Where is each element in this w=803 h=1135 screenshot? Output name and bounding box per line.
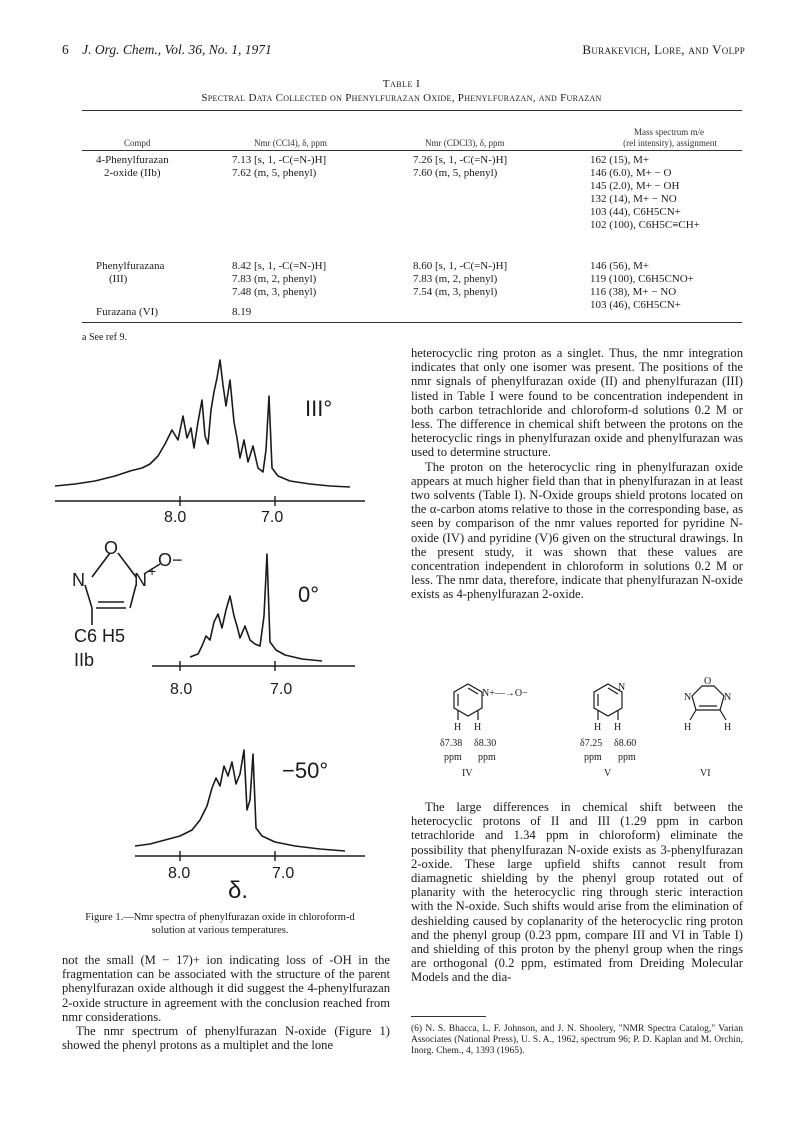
vi-n-left: N	[684, 692, 692, 703]
figure-1-caption: Figure 1.—Nmr spectra of phenylfurazan oxide in chloroform-d solution at various temperatures.	[85, 912, 355, 936]
vi-o: O	[704, 676, 712, 687]
journal-citation: J. Org. Chem., Vol. 36, No. 1, 1971	[82, 42, 272, 57]
row3-ccl4-1: 8.19	[232, 306, 252, 318]
row2-cdcl3-2: 7.83 (m, 2, phenyl)	[413, 273, 498, 285]
pyridine-structures	[418, 676, 748, 806]
spectrum-1-tick-right: 7.0	[261, 509, 284, 526]
iv-shift-2: δ8.30	[474, 738, 497, 749]
vi-number: VI	[700, 768, 711, 779]
row3-compd-1: Furazana (VI)	[96, 306, 158, 318]
col-header-mass-2: (rel intensity), assignment	[623, 138, 717, 148]
spectrum-2-temp-label: 0°	[298, 582, 320, 607]
delta-axis-symbol: δ.	[228, 877, 249, 904]
v-h-right: H	[614, 722, 622, 733]
spectrum-1-tick-left: 8.0	[164, 509, 187, 526]
spectrum-2-tick-right: 7.0	[270, 681, 293, 698]
running-header-left	[62, 42, 272, 58]
footnote-rule	[411, 1016, 486, 1017]
right-column-text-bottom	[411, 800, 743, 985]
iib-ring-bonds	[85, 553, 136, 625]
v-unit-1: ppm	[584, 752, 602, 763]
iv-unit-2: ppm	[478, 752, 496, 763]
row1-ccl4-2: 7.62 (m, 5, phenyl)	[232, 167, 317, 179]
row2-ccl4-2: 7.83 (m, 2, phenyl)	[232, 273, 317, 285]
row2-mass-3: 116 (38), M+ − NO	[590, 286, 677, 298]
row1-mass-1: 162 (15), M+	[590, 154, 650, 166]
v-number: V	[604, 768, 612, 779]
spectrum-2-tick-left: 8.0	[170, 681, 193, 698]
right-column-text-top	[411, 346, 743, 602]
iib-substituent: C6 H5	[74, 626, 126, 646]
iv-number: IV	[462, 768, 473, 779]
v-h-left: H	[594, 722, 602, 733]
spectrum-3-tick-left: 8.0	[168, 865, 191, 882]
row1-compd-2: 2-oxide (IIb)	[104, 167, 161, 179]
row1-mass-3: 145 (2.0), M+ − OH	[590, 180, 680, 192]
row1-mass-2: 146 (6.0), M+ − O	[590, 167, 672, 179]
reference-6: (6) N. S. Bhacca, L. F. Johnson, and J. N. Shoolery, "NMR Spectra Catalog," Varian Associates (National Press), U. S. A., 1962, spectrum 96; P. D. Kaplan and M. Orchin, Inorg. Chem., 4, 1393 (1965).	[411, 1024, 743, 1056]
v-shift-1: δ7.25	[580, 738, 603, 749]
iib-atom-o: O	[104, 538, 119, 558]
nmr-spectra-figure	[40, 340, 400, 910]
row1-mass-5: 103 (44), C6H5CN+	[590, 206, 681, 218]
right-paragraph-3: The large differences in chemical shift between the heterocyclic protons of II and III (1.29 ppm in carbon tetrachloride and 1.34 ppm in chloroform) eliminate the possibility that phenylfurazan N-oxide exists as 3-phenylfurazan 2-oxide. These large upfield shifts cannot result from diamagnetic shielding by the phenyl group rotated out of planarity with the heterocyclic ring through steric interaction with the N-oxide. Such shifts would arise from the elimination of deshielding caused by coplanarity of the heterocyclic ring proton and the phenyl group (0.23 ppm, compare III and VI in Table I) and shielding of this proton by the phenyl group when the rings are orthogonal (0.2 ppm, estimated from Dreiding Molecular Models and the dia-	[411, 800, 743, 985]
row1-cdcl3-1: 7.26 [s, 1, -C(=N-)H]	[413, 154, 508, 166]
table-bottom-rule	[82, 322, 742, 323]
table-header-rule	[82, 150, 742, 151]
row1-ccl4-1: 7.13 [s, 1, -C(=N-)H]	[232, 154, 327, 166]
row2-mass-1: 146 (56), M+	[590, 260, 650, 272]
row1-mass-6: 102 (100), C6H5C≡CH+	[590, 219, 700, 231]
row1-compd-1: 4-Phenylfurazan	[96, 154, 169, 166]
iv-unit-1: ppm	[444, 752, 462, 763]
iv-h-right: H	[474, 722, 482, 733]
table-caption: Spectral Data Collected on Phenylfurazan Oxide, Phenylfurazan, and Furazan	[201, 92, 602, 104]
v-shift-2: δ8.60	[614, 738, 637, 749]
table-title: Table I	[382, 78, 421, 90]
v-unit-2: ppm	[618, 752, 636, 763]
row2-compd-1: Phenylfurazana	[96, 260, 165, 272]
spectrum-1-temp-label: III°	[305, 396, 333, 421]
left-paragraph-2: The nmr spectrum of phenylfurazan N-oxide (Figure 1) showed the phenyl protons as a multiplet and the lone	[62, 1024, 390, 1053]
vi-n-right: N	[724, 692, 732, 703]
col-header-mass-1: Mass spectrum m/e	[634, 127, 704, 137]
iib-label: IIb	[74, 650, 95, 670]
vi-h-right: H	[724, 722, 732, 733]
page-number: 6	[62, 42, 69, 57]
row1-cdcl3-2: 7.60 (m, 5, phenyl)	[413, 167, 498, 179]
iib-atom-n-left: N	[72, 570, 85, 590]
iv-h-left: H	[454, 722, 462, 733]
spectrum-3-tick-right: 7.0	[272, 865, 295, 882]
spectrum-3-temp-label: −50°	[282, 758, 329, 783]
col-header-nmr-ccl4: Nmr (CCl4), δ, ppm	[254, 138, 327, 148]
right-paragraph-1: heterocyclic ring proton as a singlet. Thus, the nmr integration indicates that only one isomer was present. The positions of the nmr signals of phenylfurazan oxide (II) and phenylfurazan (III) listed in Table I were found to be concentration independent in both carbon tetrachloride and chloroform-d solutions 0.2 M or less. The difference in chemical shift between the protons on the heterocyclic rings in phenylfurazan oxide and phenylfurazan was used to determine structure.	[411, 346, 743, 460]
row2-ccl4-3: 7.48 (m, 3, phenyl)	[232, 286, 317, 298]
row2-ccl4-1: 8.42 [s, 1, -C(=N-)H]	[232, 260, 327, 272]
row2-mass-2: 119 (100), C6H5CNO+	[590, 273, 694, 285]
row2-mass-4: 103 (46), C6H5CN+	[590, 299, 681, 311]
spectrum-0-deg-trace	[190, 554, 322, 661]
iv-shift-1: δ7.38	[440, 738, 463, 749]
vi-h-left: H	[684, 722, 692, 733]
structures-iv-v-vi	[418, 676, 748, 806]
table-top-rule	[82, 110, 742, 111]
spectrum-room-temp-trace	[55, 360, 350, 487]
figure-1	[40, 340, 400, 910]
col-header-compd: Compd	[124, 138, 151, 148]
row2-cdcl3-1: 8.60 [s, 1, -C(=N-)H]	[413, 260, 508, 272]
running-header-authors: Burakevich, Lore, and Volpp	[582, 42, 745, 57]
left-paragraph-1: not the small (M − 17)+ ion indicating loss of -OH in the fragmentation can be associated with the structure of the parent phenylfurazan oxide although it did suggest the 4-phenylfurazan 2-oxide structure in agreement with the conclusion reached from nmr considerations.	[62, 953, 390, 1024]
table-footnote: a See ref 9.	[82, 332, 127, 343]
iv-n-oxide-label: N+—→O−	[482, 688, 528, 699]
row2-cdcl3-3: 7.54 (m, 3, phenyl)	[413, 286, 498, 298]
iib-charge-plus: +	[148, 563, 157, 579]
row2-compd-2: (III)	[109, 273, 128, 285]
row1-mass-4: 132 (14), M+ − NO	[590, 193, 677, 205]
iib-atom-o-minus: O−	[158, 550, 183, 570]
iib-atom-n-right: N	[134, 570, 147, 590]
right-paragraph-2: The proton on the heterocyclic ring in phenylfurazan oxide appears at much higher field than that in phenylfurazan in at least two solvents (Table I). N-Oxide groups shield protons located on the α-carbon atoms relative to those in the corresponding base, as seen by comparison of the nmr values reported for pyridine N-oxide (IV) and pyridine (V)6 given on the structural drawings. In the present study, it was shown that these values are concentration independent in chloroform in solutions 0.2 M or less. The nmr data, therefore, indicate that phenylfurazan N-oxide exists as 4-phenylfurazan 2-oxide.	[411, 459, 743, 602]
v-n-label: N	[618, 682, 626, 693]
col-header-nmr-cdcl3: Nmr (CDCl3), δ, ppm	[425, 138, 505, 148]
left-column-text	[62, 953, 390, 1052]
